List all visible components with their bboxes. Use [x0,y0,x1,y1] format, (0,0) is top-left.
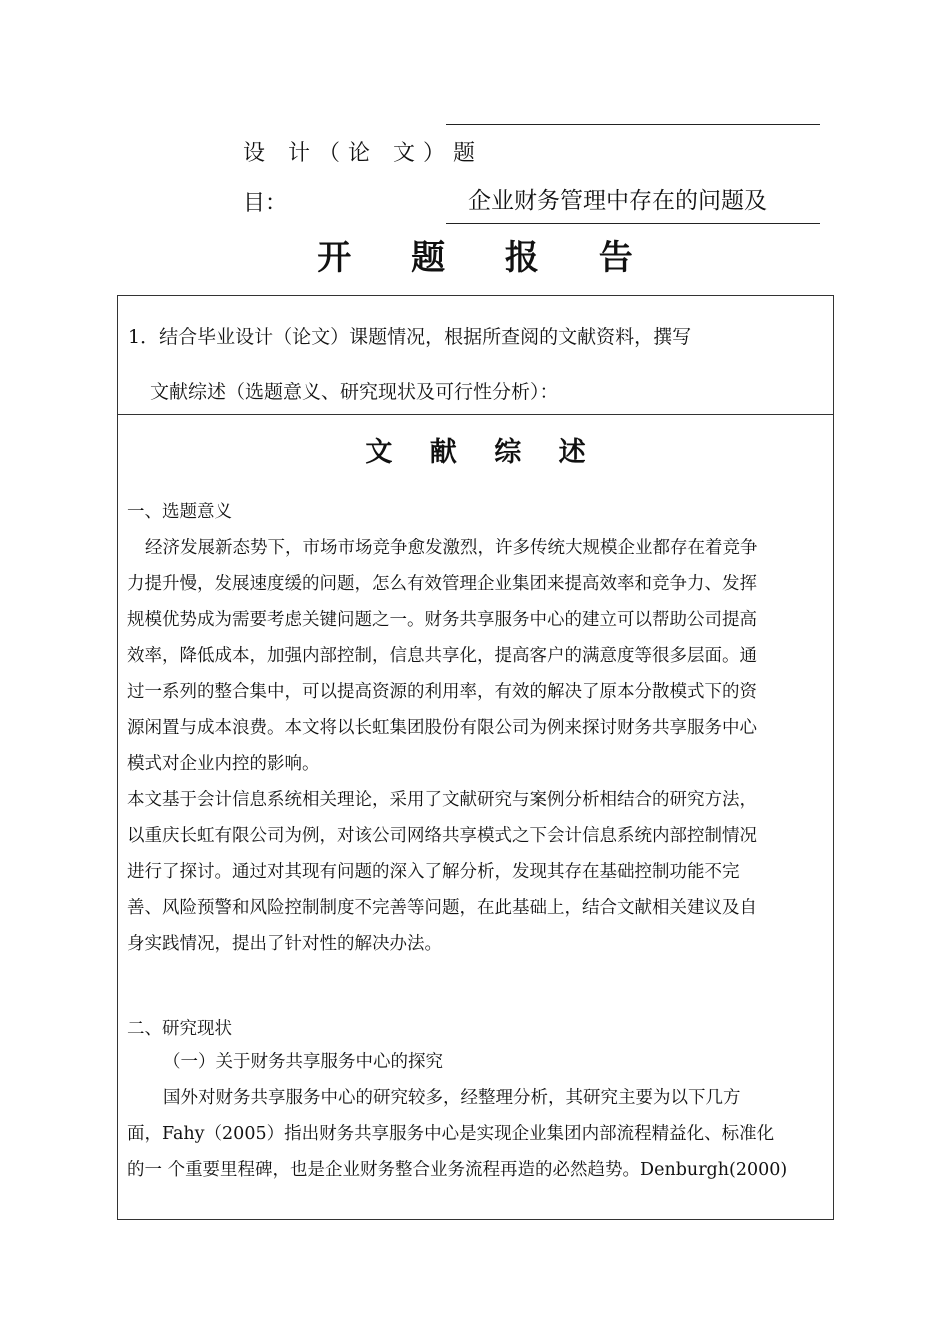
thesis-title-label-line2: 目： [243,191,288,216]
section-heading-research-status: 二、研究现状 [127,1019,232,1039]
subsection-heading: （一）关于财务共享服务中心的探究 [163,1052,443,1072]
thesis-title-label-line1: 设 计（论 文）题 [243,141,483,166]
body-line: 源闲置与成本浪费。本文将以长虹集团股份有限公司为例来探讨财务共享服务中心 [127,718,757,738]
prompt-cell [118,296,833,415]
body-line: 效率，降低成本，加强内部控制，信息共享化，提高客户的满意度等很多层面。通 [127,646,757,666]
review-heading: 文 献 综 述 [365,437,600,468]
body-line: 进行了探讨。通过对其现有问题的深入了解分析，发现其存在基础控制功能不完 [127,862,740,882]
body-line: 过一系列的整合集中，可以提高资源的利用率，有效的解决了原本分散模式下的资 [127,682,757,702]
body-line: 力提升慢，发展速度缓的问题，怎么有效管理企业集团来提高效率和竞争力、发挥 [127,574,757,594]
body-line: 经济发展新态势下，市场市场竞争愈发激烈，许多传统大规模企业都存在着竞争 [145,538,758,558]
report-table [117,295,834,1220]
body-line: 身实践情况，提出了针对性的解决办法。 [127,934,442,954]
body-line: 的一 个重要里程碑，也是企业财务整合业务流程再造的必然趋势。Denburgh(2000) [127,1160,788,1180]
body-line: 善、风险预警和风险控制制度不完善等问题，在此基础上，结合文献相关建议及自 [127,898,757,918]
title-underline-top [446,124,820,125]
body-line: 面，Fahy（2005）指出财务共享服务中心是实现企业集团内部流程精益化、标准化 [127,1124,775,1144]
body-line: 规模优势成为需要考虑关键问题之一。财务共享服务中心的建立可以帮助公司提高 [127,610,757,630]
prompt-line-2: 文献综述（选题意义、研究现状及可行性分析）： [150,381,559,403]
report-title: 开 题 报 告 [317,238,657,278]
section-heading-significance: 一、选题意义 [127,502,232,522]
body-line: 本文基于会计信息系统相关理论，采用了文献研究与案例分析相结合的研究方法， [127,790,757,810]
body-line: 模式对企业内控的影响。 [127,754,320,774]
body-line: 以重庆长虹有限公司为例，对该公司网络共享模式之下会计信息系统内部控制情况 [127,826,757,846]
thesis-title-value: 企业财务管理中存在的问题及 [446,182,820,224]
prompt-line-1: 1．结合毕业设计（论文）课题情况，根据所查阅的文献资料，撰写 [128,326,692,348]
body-line: 国外对财务共享服务中心的研究较多，经整理分析，其研究主要为以下几方 [163,1088,741,1108]
